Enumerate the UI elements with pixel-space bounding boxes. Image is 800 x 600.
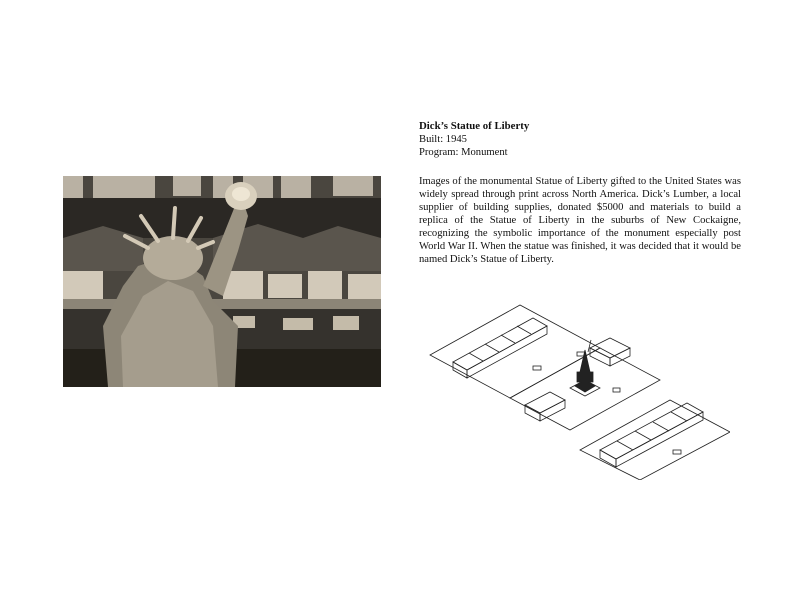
aerial-statue-photo-graphic (63, 176, 381, 387)
entry-title: Dick’s Statue of Liberty (419, 120, 530, 132)
entry-built-year: Built: 1945 (419, 134, 467, 145)
entry-program: Program: Monument (419, 147, 508, 158)
entry-text-block (419, 120, 741, 266)
isometric-site-drawing (425, 300, 730, 480)
isometric-site-drawing-graphic (425, 300, 730, 480)
entry-description: Images of the monumental Statue of Liberty gifted to the United States was widely spread through print across North America. Dick’s Lumber, a local supplier of building supplies, donated $5000 and materials to build a replica of the Statue of Liberty in the suburbs of New Cockaigne, recognizing the symbolic importance of the monument especially post World War II. When the statue was finished, it was decided that it would be named Dick’s Statue of Liberty. (419, 176, 741, 265)
aerial-statue-photo (63, 176, 381, 387)
